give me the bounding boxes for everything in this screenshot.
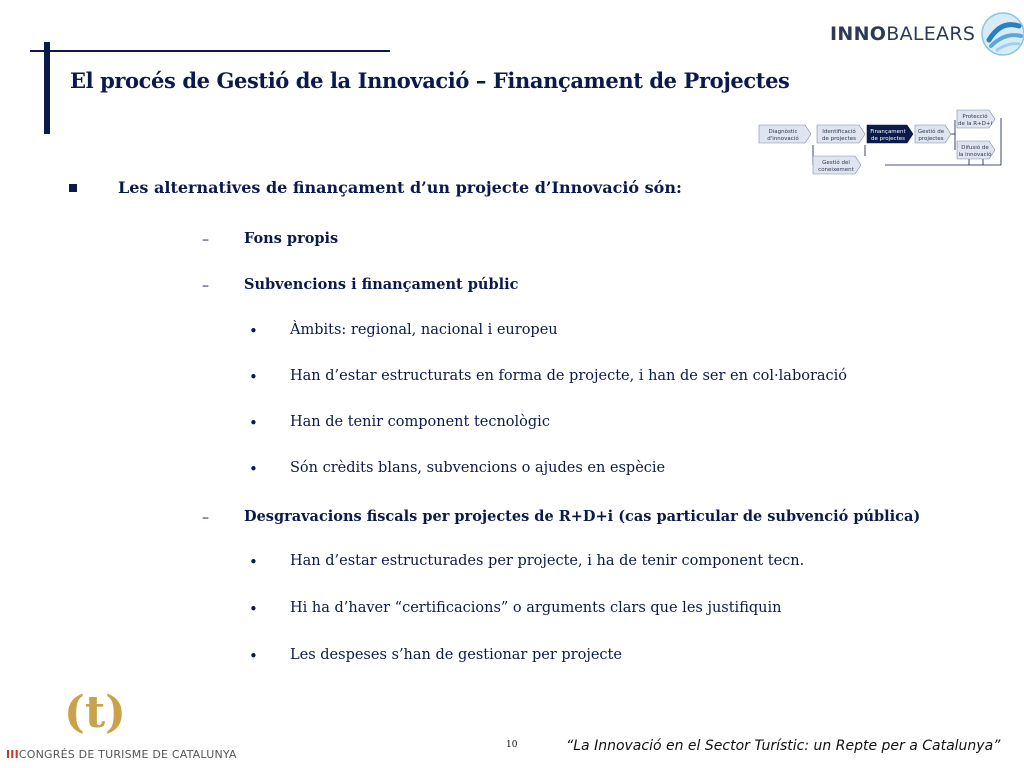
square-bullet-icon xyxy=(69,184,77,192)
list-item-level2: Desgravacions fiscals per projectes de R+D+i (cas particular de subvenció pública) xyxy=(244,508,921,525)
dash-marker: – xyxy=(202,510,209,526)
bullet-marker: • xyxy=(249,414,258,432)
diagram-box-gestio-projectes xyxy=(915,125,951,143)
diagram-label: de la R+D+i xyxy=(957,121,993,127)
bullet-marker: • xyxy=(249,600,258,618)
diagram-label: Identificació xyxy=(822,129,856,135)
diagram-label: Gestió del xyxy=(822,160,850,166)
list-item-level3: Són crèdits blans, subvencions o ajudes en espècie xyxy=(290,460,666,476)
page-number: 10 xyxy=(506,740,518,750)
diagram-label: Diagnòstic xyxy=(768,129,798,135)
diagram-box-proteccio xyxy=(957,110,995,128)
logo-bold: INNO xyxy=(830,23,887,45)
diagram-label: Finançament xyxy=(870,129,906,135)
dash-marker: – xyxy=(202,232,209,248)
list-item-level3: Hi ha d’haver “certificacions” o arguments clars que les justifiquin xyxy=(290,600,782,616)
logo-wordmark xyxy=(830,23,975,45)
dash-marker: – xyxy=(202,278,209,294)
diagram-box-financament-active xyxy=(867,125,913,143)
header-accent-bar xyxy=(44,42,50,134)
diagram-box-identificacio xyxy=(817,125,865,143)
diagram-label: d'innovació xyxy=(767,136,799,142)
globe-icon xyxy=(979,10,1024,58)
diagram-label: Protecció xyxy=(962,114,988,120)
bullet-marker: • xyxy=(249,368,258,386)
logo-light: BALEARS xyxy=(886,23,976,45)
footer-quote: “La Innovació en el Sector Turístic: un Repte per a Catalunya” xyxy=(566,738,1001,754)
diagram-label: Gestió de xyxy=(917,129,945,135)
list-item-level3: Àmbits: regional, nacional i europeu xyxy=(290,322,558,338)
list-item-level2: Subvencions i finançament públic xyxy=(244,276,519,293)
heading-level1: Les alternatives de finançament d’un projecte d’Innovació són: xyxy=(118,178,682,197)
list-item-level3: Les despeses s’han de gestionar per projecte xyxy=(290,647,622,663)
bullet-marker: • xyxy=(249,553,258,571)
congres-name xyxy=(6,748,237,761)
diagram-box-difusio xyxy=(957,141,995,159)
diagram-label: Difusió de xyxy=(961,145,989,151)
bullet-marker: • xyxy=(249,460,258,478)
diagram-label: la innovació xyxy=(958,152,992,158)
header-rule xyxy=(30,50,390,52)
page-title: El procés de Gestió de la Innovació – Finançament de Projectes xyxy=(70,68,790,93)
diagram-label: coneixement xyxy=(818,167,854,173)
list-item-level3: Han de tenir component tecnològic xyxy=(290,414,550,430)
congres-roman: III xyxy=(6,748,19,761)
innobalears-logo xyxy=(830,10,1024,58)
bullet-marker: • xyxy=(249,322,258,340)
diagram-box-diagnostic xyxy=(759,125,811,143)
congres-text: CONGRÉS DE TURISME DE CATALUNYA xyxy=(18,748,237,761)
congres-logo-mark xyxy=(64,688,126,738)
diagram-label: projectes xyxy=(918,136,944,142)
list-item-level3: Han d’estar estructurats en forma de projecte, i han de ser en col·laboració xyxy=(290,368,848,384)
congres-logo-text: (t) xyxy=(64,687,126,738)
diagram-box-coneixement xyxy=(813,156,861,174)
diagram-label: de projectes xyxy=(871,136,905,142)
bullet-marker: • xyxy=(249,647,258,665)
list-item-level2: Fons propis xyxy=(244,230,339,247)
diagram-label: de projectes xyxy=(822,136,856,142)
process-diagram xyxy=(755,108,1005,178)
list-item-level3: Han d’estar estructurades per projecte, i ha de tenir component tecn. xyxy=(290,553,805,569)
